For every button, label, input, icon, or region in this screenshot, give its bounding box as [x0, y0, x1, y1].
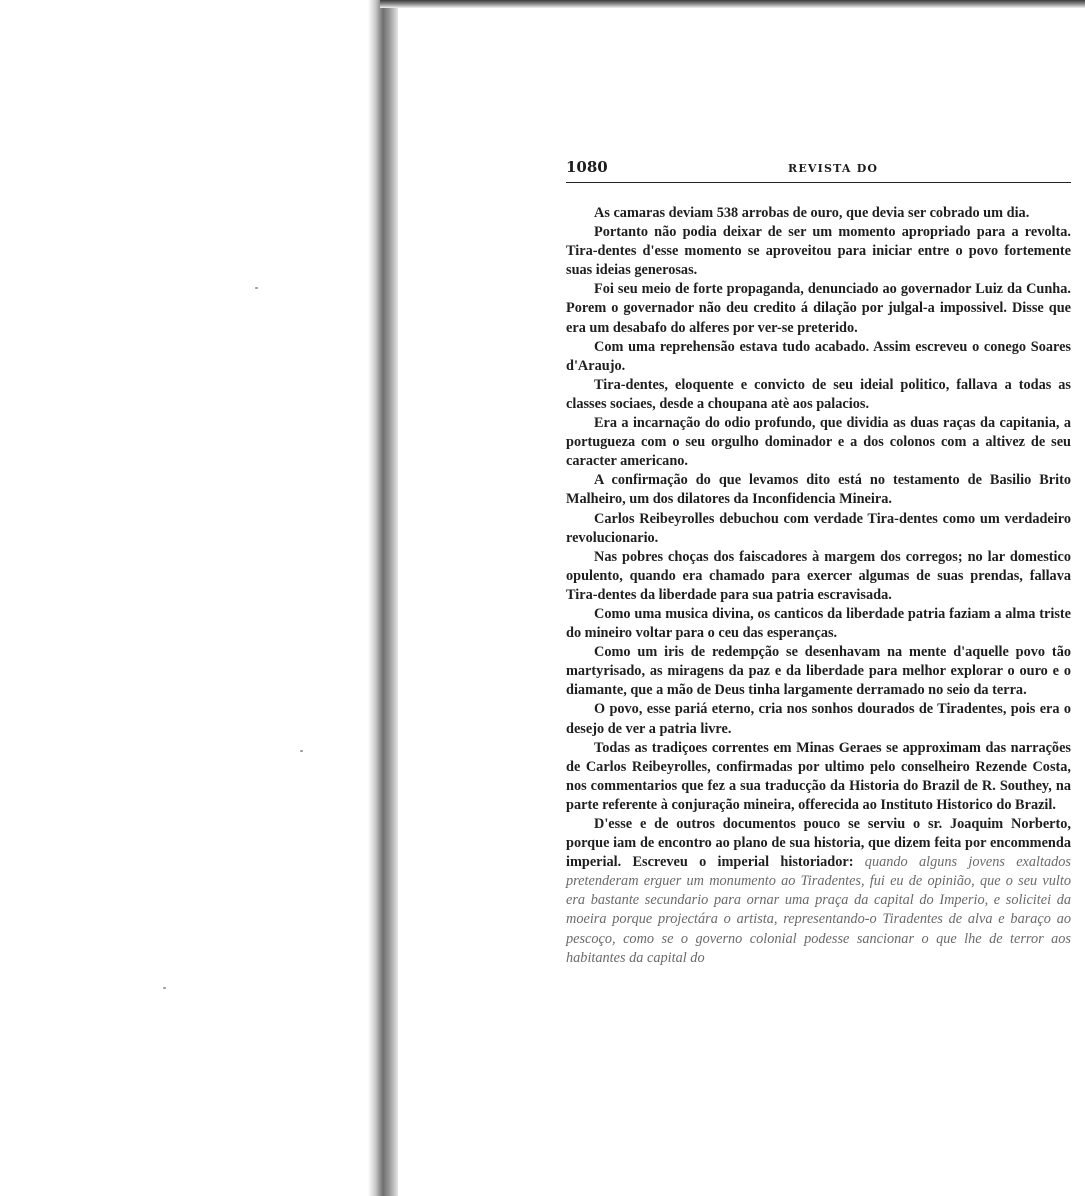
paragraph: Como uma musica divina, os canticos da liberdade patria faziam a alma triste do mineiro voltar para o ceu das esperanças.: [566, 605, 1071, 642]
paragraph: A confirmação do que levamos dito está no testamento de Basilio Brito Malheiro, um dos dilatores da Inconfidencia Mineira.: [566, 472, 1071, 508]
paragraph: O povo, esse pariá eterno, cria nos sonhos dourados de Tiradentes, pois era o desejo de ver a patria livre.: [566, 701, 1071, 737]
running-head: REVISTA DO: [788, 162, 879, 175]
left-blank-page: [0, 0, 372, 1196]
paragraph-final: [566, 815, 1071, 968]
paragraph: Nas pobres choças dos faiscadores à margem dos corregos; no lar domestico opulento, quando era chamado para exercer algumas de suas prendas, fallava Tira-dentes da liberdade para sua patria escravisada.: [566, 548, 1071, 603]
paragraph: Era a incarnação do odio profundo, que dividia as duas raças da capitania, a portugueza com o seu orgulho dominador e a dos colonos com a altivez de seu caracter americano.: [566, 415, 1071, 470]
book-gutter: [368, 0, 398, 1196]
faded-italic-quote: quando alguns jovens exaltados pretenderam erguer um monumento ao Tiradentes, fui eu de opinião, que o seu vulto era bastante secundario para ornar uma praça da capital do Imperio, e solicitei da moeira porque projectára o artista, representando-o Tiradentes de alva e baraço ao pescoço, como se o governo colonial podesse sancionar o que lhe de terror aos habitantes da capital do: [566, 854, 1071, 966]
page-number: 1080: [566, 158, 608, 176]
page-speck: [300, 750, 303, 752]
paragraph: Tira-dentes, eloquente e convicto de seu ideial politico, fallava a todas as classes sociaes, desde a choupana atè aos palacios.: [566, 376, 1071, 412]
paragraph: Como um iris de redempção se desenhavam na mente d'aquelle povo tão martyrisado, as miragens da paz e da liberdade para melhor explorar o ouro e o diamante, que a mão de Deus tinha largamente derramado no seio da terra.: [566, 644, 1071, 699]
page-speck: [255, 287, 258, 289]
page-speck: [163, 987, 166, 989]
paragraph: Portanto não podia deixar de ser um momento apropriado para a revolta. Tira-dentes d'esse momento se aproveitou para iniciar entre o povo fortemente suas ideias generosas.: [566, 224, 1071, 279]
paragraph: Foi seu meio de forte propaganda, denunciado ao governador Luiz da Cunha. Porem o governador não deu credito á dilação por julgal-a impossivel. Disse que era um desabafo do alferes por ver-se preterido.: [566, 281, 1071, 336]
paragraph: Todas as tradiçoes correntes em Minas Geraes se approximam das narrações de Carlos Reibeyrolles, confirmadas por ultimo pelo conselheiro Rezende Costa, nos commentarios que fez a sua traducção da Historia do Brazil de R. Southey, na parte referente à conjuração mineira, offerecida ao Instituto Historico do Brazil.: [566, 739, 1071, 813]
page-top-edge: [380, 0, 1085, 8]
body-text: [566, 204, 1071, 968]
paragraph-text: D'esse e de outros documentos pouco se serviu o sr. Joaquim Norberto, porque iam de encontro ao plano de sua historia, que dizem feita por encommenda imperial. Escreveu o imperial historiador:: [566, 816, 1071, 871]
page-header: [566, 156, 1071, 183]
paragraph: As camaras deviam 538 arrobas de ouro, que devia ser cobrado um dia.: [594, 205, 1030, 221]
paragraph: Com uma reprehensão estava tudo acabado. Assim escreveu o conego Soares d'Araujo.: [566, 338, 1071, 374]
paragraph: Carlos Reibeyrolles debuchou com verdade Tira-dentes como um verdadeiro revolucionario.: [566, 510, 1071, 546]
